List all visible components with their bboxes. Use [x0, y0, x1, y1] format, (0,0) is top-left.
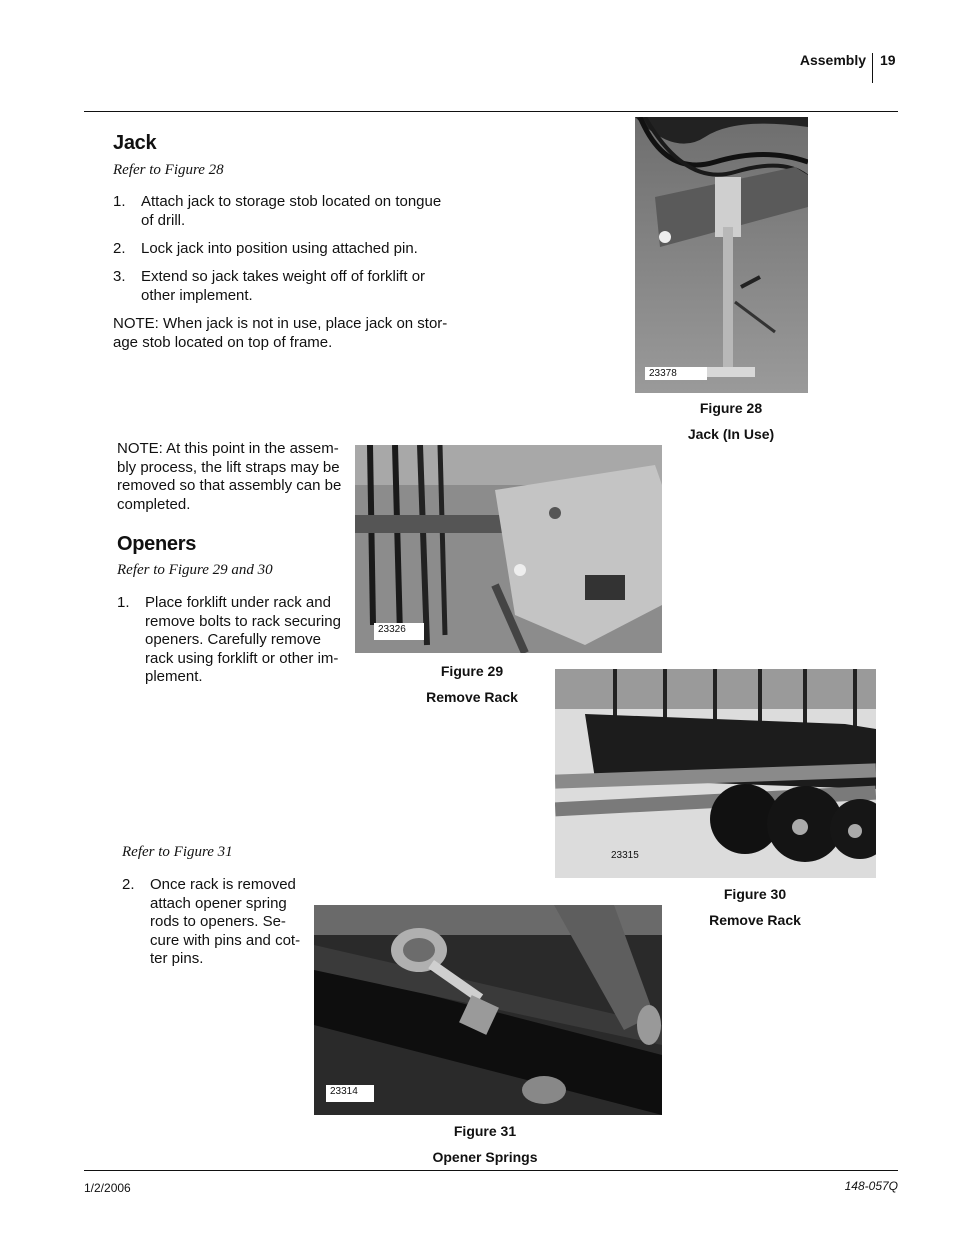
header-divider	[872, 53, 873, 83]
step-text-line: Place forklift under rack and	[145, 594, 331, 611]
jack-note	[113, 315, 473, 352]
step-text-line: other implement.	[141, 286, 253, 304]
figure-29-label: Figure 29	[440, 663, 504, 679]
step-text-line: Lock jack into position using attached pin.	[141, 240, 418, 257]
header-rule	[84, 111, 898, 112]
step-text-line: Extend so jack takes weight off of forklift or	[141, 268, 426, 285]
figure-28-photo	[635, 117, 808, 393]
figure-31-reference: Refer to Figure 31	[122, 844, 233, 860]
step-text-line: plement.	[145, 668, 203, 685]
step-text-line: ter pins.	[150, 950, 204, 967]
figure-28-photo-id: 23378	[645, 367, 707, 380]
step-text-line: rods to openers. Se-	[150, 913, 286, 930]
openers-heading: Openers	[117, 533, 197, 555]
footer-document-number: 148-057Q	[844, 1179, 898, 1193]
figure-29-photo-id: 23326	[374, 623, 424, 640]
figure-28-label: Figure 28	[699, 400, 763, 416]
figure-30-label: Figure 30	[723, 886, 787, 902]
step-number: 3.	[113, 268, 126, 285]
step-number: 2.	[113, 240, 126, 257]
figure-29-photo	[355, 445, 662, 653]
openers-step-1	[117, 594, 352, 689]
figure-30-photo-id: 23315	[611, 850, 639, 861]
figure-31-photo	[314, 905, 662, 1115]
jack-step-1	[113, 193, 463, 233]
note-line: bly process, the lift straps may be	[117, 458, 340, 476]
figure-29-title: Remove Rack	[426, 689, 518, 705]
footer-rule	[84, 1170, 898, 1171]
figure-31-title: Opener Springs	[432, 1149, 538, 1165]
openers-step-2	[122, 876, 312, 971]
step-text-line: openers. Carefully remove	[145, 631, 321, 648]
figure-31-label: Figure 31	[453, 1123, 517, 1139]
note-line: NOTE: When jack is not in use, place jack on stor-	[113, 315, 448, 332]
note-line: NOTE: At this point in the assem-	[117, 440, 339, 457]
step-number: 1.	[113, 193, 126, 210]
figure-28-title: Jack (In Use)	[687, 426, 775, 442]
step-text-line: Attach jack to storage stob located on tongue	[141, 193, 442, 210]
step-number: 1.	[117, 594, 130, 611]
note-line: removed so that assembly can be	[117, 477, 342, 494]
footer-date: 1/2/2006	[84, 1181, 131, 1195]
jack-step-3	[113, 268, 463, 308]
openers-figure-reference: Refer to Figure 29 and 30	[117, 562, 273, 578]
jack-figure-reference: Refer to Figure 28	[113, 162, 224, 178]
jack-heading: Jack	[113, 132, 157, 154]
header-section-title: Assembly	[799, 52, 866, 68]
lift-straps-note	[117, 440, 357, 514]
step-text-line: of drill.	[141, 211, 186, 229]
header-page-number: 19	[880, 52, 896, 68]
note-line: completed.	[117, 495, 191, 513]
step-text-line: rack using forklift or other im-	[145, 649, 339, 667]
figure-30-title: Remove Rack	[709, 912, 801, 928]
step-text-line: attach opener spring	[150, 894, 287, 912]
figure-30-photo	[555, 669, 876, 878]
jack-step-2	[113, 240, 463, 260]
note-line: age stob located on top of frame.	[113, 333, 333, 351]
step-text-line: Once rack is removed	[150, 876, 296, 893]
figure-31-photo-id: 23314	[326, 1085, 374, 1102]
step-text-line: cure with pins and cot-	[150, 931, 301, 949]
step-text-line: remove bolts to rack securing	[145, 612, 341, 630]
step-number: 2.	[122, 876, 135, 893]
